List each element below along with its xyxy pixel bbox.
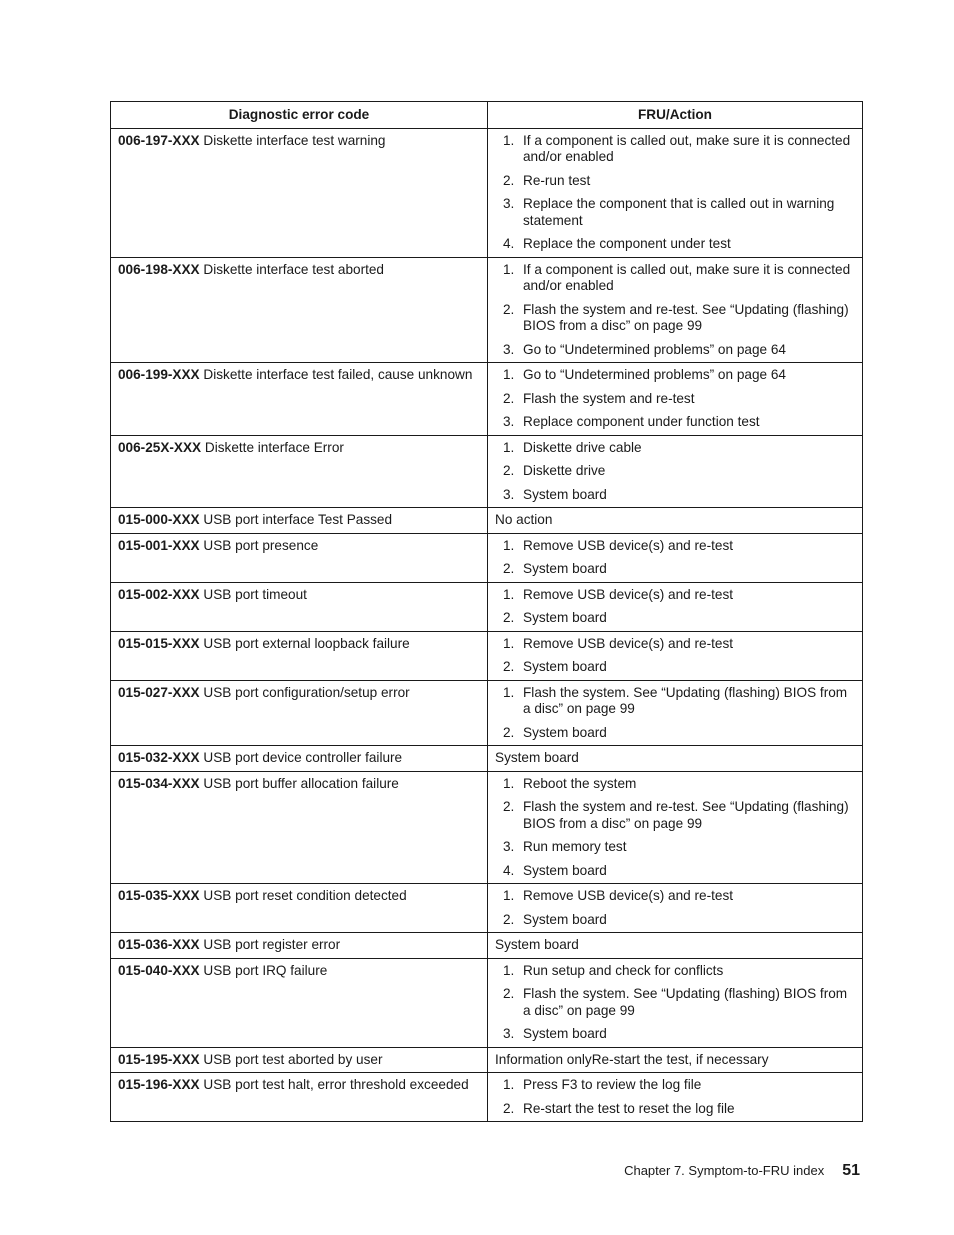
step-text: Remove USB device(s) and re-test [523, 537, 734, 553]
error-code-cell [111, 533, 488, 582]
step-text: System board [523, 724, 607, 740]
table-row [111, 363, 863, 436]
error-code-cell [111, 884, 488, 933]
table-row [111, 128, 863, 257]
error-code: 015-000-XXX [118, 512, 200, 527]
step-number: 2. [503, 463, 515, 478]
fru-action-cell [488, 1073, 863, 1122]
fru-action-cell [488, 680, 863, 746]
column-header-action: FRU/Action [488, 102, 863, 129]
action-step [495, 173, 856, 190]
error-code-cell [111, 1047, 488, 1073]
step-number: 1. [503, 888, 515, 903]
step-number: 1. [503, 775, 515, 791]
table-row [111, 435, 863, 508]
step-number: 4. [503, 236, 515, 251]
step-text: Diskette drive cable [523, 439, 642, 455]
step-number: 2. [503, 301, 515, 317]
step-number: 1. [503, 367, 515, 382]
error-description: USB port buffer allocation failure [203, 775, 399, 791]
step-number: 2. [503, 1100, 515, 1116]
error-description: Diskette interface test failed, cause unknown [203, 367, 473, 382]
action-step [495, 196, 856, 229]
error-code-cell [111, 257, 488, 363]
step-text: Remove USB device(s) and re-test [523, 888, 734, 903]
action-step [495, 587, 856, 604]
step-text: Press F3 to review the log file [523, 1077, 702, 1092]
error-code: 015-027-XXX [118, 684, 200, 700]
error-code: 015-196-XXX [118, 1077, 200, 1092]
table-row [111, 631, 863, 680]
step-number: 2. [503, 911, 515, 927]
action-step [495, 725, 856, 742]
step-number: 4. [503, 862, 515, 878]
action-step [495, 986, 856, 1019]
step-text: If a component is called out, make sure it is connected and/or enabled [523, 261, 851, 293]
fru-action-cell [488, 128, 863, 257]
fru-action-cell [488, 771, 863, 884]
step-text: System board [523, 1026, 607, 1041]
step-number: 2. [503, 986, 515, 1001]
action-step [495, 799, 856, 832]
step-number: 3. [503, 196, 515, 211]
step-text: Reboot the system [523, 775, 637, 791]
step-number: 1. [503, 261, 515, 277]
action-step [495, 463, 856, 480]
action-step [495, 133, 856, 166]
fru-action-cell [488, 582, 863, 631]
table-header-row [111, 102, 863, 129]
error-code: 006-199-XXX [118, 367, 200, 382]
step-number: 2. [503, 610, 515, 625]
step-text: If a component is called out, make sure it is connected and/or enabled [523, 132, 851, 164]
error-code-cell [111, 582, 488, 631]
error-code: 015-195-XXX [118, 1051, 200, 1067]
action-text: No action [495, 512, 553, 527]
table-row [111, 746, 863, 772]
action-steps-list [495, 963, 856, 1043]
step-number: 1. [503, 1077, 515, 1092]
footer-chapter-title: Chapter 7. Symptom-to-FRU index [624, 1163, 825, 1178]
action-steps-list [495, 587, 856, 627]
error-description: USB port configuration/setup error [203, 684, 410, 700]
step-text: Flash the system. See “Updating (flashing) BIOS from a disc” on page 99 [523, 986, 848, 1018]
step-number: 1. [503, 537, 515, 553]
step-number: 3. [503, 414, 515, 429]
table-body [111, 128, 863, 1122]
action-steps-list [495, 133, 856, 253]
action-text: Information onlyRe-start the test, if necessary [495, 1051, 769, 1067]
table-row [111, 533, 863, 582]
error-description: Diskette interface Error [204, 439, 344, 455]
action-step [495, 342, 856, 359]
error-description: USB port test aborted by user [203, 1051, 383, 1067]
step-text: Remove USB device(s) and re-test [523, 635, 734, 651]
step-text: Run memory test [523, 839, 627, 854]
step-number: 3. [503, 341, 515, 357]
error-description: USB port reset condition detected [203, 888, 407, 903]
action-steps-list [495, 440, 856, 504]
error-code: 006-197-XXX [118, 132, 200, 148]
action-steps-list [495, 262, 856, 359]
error-code-cell [111, 363, 488, 436]
fru-action-cell [488, 508, 863, 534]
action-text: System board [495, 750, 579, 765]
diagnostic-error-table [110, 101, 863, 1122]
fru-action-cell [488, 631, 863, 680]
error-description: USB port IRQ failure [203, 962, 328, 978]
page-number: 51 [842, 1162, 860, 1179]
fru-action-cell [488, 363, 863, 436]
step-text: Flash the system and re-test [523, 390, 695, 406]
error-code: 006-198-XXX [118, 261, 200, 277]
step-text: Go to “Undetermined problems” on page 64 [523, 341, 786, 357]
action-steps-list [495, 367, 856, 431]
error-code-cell [111, 435, 488, 508]
action-step [495, 561, 856, 578]
step-text: Flash the system and re-test. See “Updating (flashing) BIOS from a disc” on page 99 [523, 301, 849, 333]
fru-action-cell [488, 533, 863, 582]
action-step [495, 391, 856, 408]
error-description: USB port register error [203, 937, 341, 952]
error-description: Diskette interface test warning [203, 132, 386, 148]
step-text: Replace component under function test [523, 414, 760, 429]
error-code-cell [111, 771, 488, 884]
table-row [111, 1073, 863, 1122]
table-row [111, 1047, 863, 1073]
step-number: 1. [503, 684, 515, 700]
step-text: Diskette drive [523, 463, 606, 478]
step-text: Re-start the test to reset the log file [523, 1100, 735, 1116]
step-number: 1. [503, 962, 515, 978]
error-code: 006-25X-XXX [118, 439, 202, 455]
action-step [495, 912, 856, 929]
step-text: Run setup and check for conflicts [523, 962, 724, 978]
action-step [495, 610, 856, 627]
action-steps-list [495, 1077, 856, 1117]
error-code: 015-001-XXX [118, 537, 200, 553]
fru-action-cell [488, 933, 863, 959]
error-description: USB port timeout [203, 586, 307, 602]
error-code: 015-002-XXX [118, 586, 200, 602]
step-number: 3. [503, 839, 515, 854]
error-code: 015-032-XXX [118, 750, 200, 765]
action-step [495, 1026, 856, 1043]
action-step [495, 262, 856, 295]
fru-action-cell [488, 435, 863, 508]
action-text: System board [495, 937, 579, 952]
error-description: USB port presence [203, 537, 319, 553]
action-step [495, 1077, 856, 1094]
error-code-cell [111, 746, 488, 772]
step-text: Flash the system. See “Updating (flashing) BIOS from a disc” on page 99 [523, 684, 848, 716]
action-step [495, 414, 856, 431]
error-description: USB port test halt, error threshold exceeded [203, 1077, 469, 1092]
action-step [495, 236, 856, 253]
step-text: System board [523, 486, 607, 502]
fru-action-cell [488, 884, 863, 933]
step-text: Replace the component under test [523, 236, 731, 251]
error-code: 015-035-XXX [118, 888, 200, 903]
fru-action-cell [488, 746, 863, 772]
step-text: Re-run test [523, 172, 591, 188]
error-code-cell [111, 933, 488, 959]
step-number: 2. [503, 390, 515, 406]
step-number: 1. [503, 132, 515, 148]
error-code-cell [111, 128, 488, 257]
table-row [111, 582, 863, 631]
step-text: System board [523, 610, 607, 625]
action-step [495, 888, 856, 905]
step-number: 3. [503, 1026, 515, 1041]
error-code-cell [111, 680, 488, 746]
error-code-cell [111, 508, 488, 534]
action-steps-list [495, 538, 856, 578]
table-row [111, 884, 863, 933]
action-step [495, 440, 856, 457]
action-step [495, 367, 856, 384]
table-row [111, 933, 863, 959]
step-text: Flash the system and re-test. See “Updating (flashing) BIOS from a disc” on page 99 [523, 799, 849, 831]
table-row [111, 958, 863, 1047]
fru-action-cell [488, 257, 863, 363]
step-text: Remove USB device(s) and re-test [523, 586, 734, 602]
table-row [111, 771, 863, 884]
step-number: 3. [503, 486, 515, 502]
table-row [111, 508, 863, 534]
error-description: Diskette interface test aborted [203, 261, 384, 277]
action-step [495, 636, 856, 653]
action-step [495, 839, 856, 856]
error-code-cell [111, 1073, 488, 1122]
step-number: 1. [503, 635, 515, 651]
step-text: Go to “Undetermined problems” on page 64 [523, 367, 786, 382]
action-steps-list [495, 636, 856, 676]
action-step [495, 776, 856, 793]
action-step [495, 863, 856, 880]
column-header-code: Diagnostic error code [111, 102, 488, 129]
error-code-cell [111, 958, 488, 1047]
step-text: System board [523, 561, 607, 576]
step-number: 2. [503, 799, 515, 814]
error-code: 015-015-XXX [118, 635, 200, 651]
step-number: 2. [503, 659, 515, 674]
page-footer [624, 1162, 860, 1180]
table-row [111, 680, 863, 746]
error-code-cell [111, 631, 488, 680]
error-code: 015-036-XXX [118, 937, 200, 952]
error-description: USB port external loopback failure [203, 635, 410, 651]
action-steps-list [495, 888, 856, 928]
action-step [495, 1101, 856, 1118]
step-number: 2. [503, 561, 515, 576]
step-number: 1. [503, 439, 515, 455]
error-code: 015-040-XXX [118, 962, 200, 978]
error-description: USB port interface Test Passed [203, 512, 393, 527]
action-steps-list [495, 685, 856, 742]
action-step [495, 302, 856, 335]
action-step [495, 538, 856, 555]
step-number: 2. [503, 172, 515, 188]
action-step [495, 659, 856, 676]
step-text: System board [523, 911, 607, 927]
action-step [495, 685, 856, 718]
fru-action-cell [488, 1047, 863, 1073]
action-step [495, 963, 856, 980]
action-steps-list [495, 776, 856, 880]
step-number: 1. [503, 586, 515, 602]
fru-action-cell [488, 958, 863, 1047]
step-number: 2. [503, 724, 515, 740]
step-text: System board [523, 659, 607, 674]
error-code: 015-034-XXX [118, 775, 200, 791]
step-text: System board [523, 862, 607, 878]
error-description: USB port device controller failure [203, 750, 403, 765]
step-text: Replace the component that is called out in warning statement [523, 196, 835, 228]
table-row [111, 257, 863, 363]
action-step [495, 487, 856, 504]
